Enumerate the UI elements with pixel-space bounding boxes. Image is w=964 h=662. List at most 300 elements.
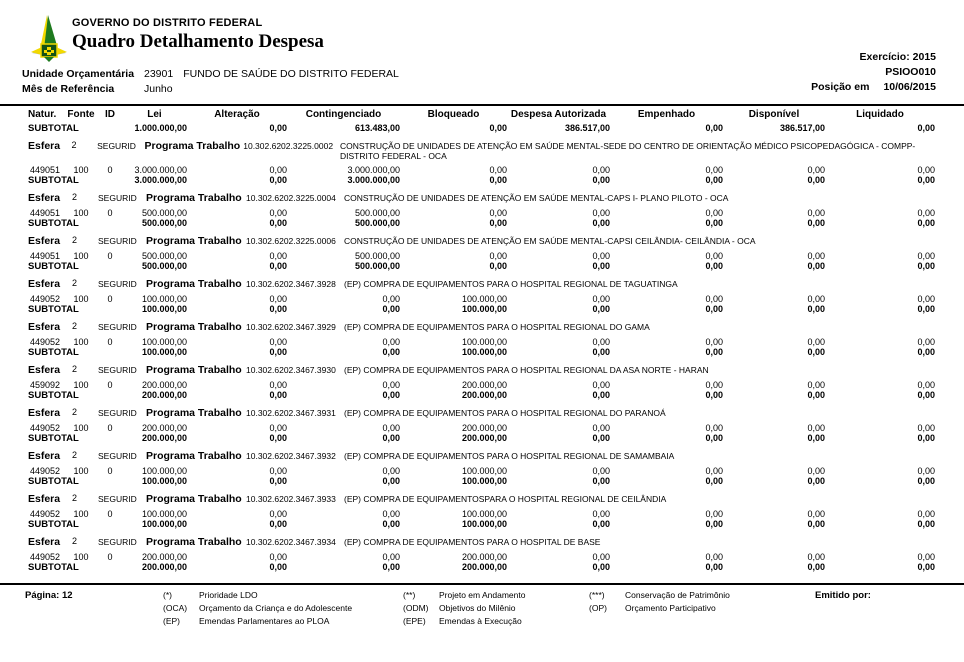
esfera-cell: [22, 358, 935, 377]
legend-text: Orçamento da Criança e do Adolescente: [199, 603, 353, 613]
subtotal-label: SUBTOTAL: [28, 304, 79, 315]
esfera-scheme: SEGURID: [98, 236, 137, 246]
detail-value: 0,00: [705, 423, 723, 433]
esfera-value: 2: [72, 450, 78, 460]
subtotal-value: 0,00: [592, 218, 610, 228]
subtotal-value: 200.000,00: [461, 390, 507, 400]
work-program-code: 10.302.6202.3225.0004: [246, 193, 336, 203]
report-header: [0, 0, 964, 105]
detail-id: 0: [107, 337, 113, 347]
esfera-scheme: SEGURID: [98, 322, 137, 332]
column-header-emp: Empenhado: [637, 109, 696, 120]
table-row-detail: [22, 549, 935, 562]
detail-natur: 449052: [30, 337, 61, 347]
detail-natur: 449051: [30, 208, 61, 218]
table-row-esfera: [22, 358, 935, 377]
detail-value: 500.000,00: [141, 208, 187, 218]
esfera-cell: [22, 530, 935, 549]
detail-value: 0,00: [807, 251, 825, 261]
work-program-code: 10.302.6202.3467.3932: [246, 451, 336, 461]
header-divider: [0, 104, 964, 106]
detail-value: 0,00: [592, 251, 610, 261]
table-row-detail: [22, 506, 935, 519]
budget-unit-name: FUNDO DE SAÚDE DO DISTRITO FEDERAL: [183, 68, 399, 80]
esfera-value: 2: [72, 536, 78, 546]
reference-month-label: Mês de Referência: [22, 83, 115, 95]
work-program-code: 10.302.6202.3467.3930: [246, 365, 336, 375]
legend-text: Conservação de Patrimônio: [625, 590, 730, 600]
subtotal-value: 0,00: [269, 304, 287, 314]
detail-value: 0,00: [592, 208, 610, 218]
subtotal-value: 100.000,00: [461, 304, 507, 314]
detail-id: 0: [107, 380, 113, 390]
subtotal-value: 1.000.000,00: [134, 123, 187, 133]
esfera-label: Esfera: [28, 493, 61, 505]
subtotal-value: 0,00: [705, 218, 723, 228]
subtotal-value: 0,00: [705, 261, 723, 271]
work-program-label: Programa Trabalho: [146, 321, 242, 333]
esfera-scheme: SEGURID: [98, 537, 137, 547]
subtotal-label: SUBTOTAL: [28, 433, 79, 444]
subtotal-value: 0,00: [382, 347, 400, 357]
esfera-scheme: SEGURID: [98, 193, 137, 203]
esfera-label: Esfera: [28, 321, 61, 333]
detail-value: 500.000,00: [354, 208, 400, 218]
work-program-description: (EP) COMPRA DE EQUIPAMENTOS PARA O HOSPITAL REGIONAL DO GAMA: [344, 322, 650, 332]
emitted-by-label: Emitido por:: [815, 590, 871, 601]
work-program-description: (EP) COMPRA DE EQUIPAMENTOS PARA O HOSPITAL DE BASE: [344, 537, 601, 547]
esfera-line: [22, 192, 935, 204]
subtotal-value: 0,00: [807, 476, 825, 486]
subtotal-value: 613.483,00: [354, 123, 400, 133]
detail-value: 0,00: [705, 552, 723, 562]
detail-fonte: 100: [73, 337, 89, 347]
page-number-label: Página:: [25, 590, 60, 601]
subtotal-value: 0,00: [917, 562, 935, 572]
detail-fonte: 100: [73, 552, 89, 562]
table-row-detail: [22, 205, 935, 218]
subtotal-value: 100.000,00: [461, 347, 507, 357]
report-footer: [0, 589, 964, 628]
subtotal-value: 0,00: [807, 261, 825, 271]
detail-id: 0: [107, 165, 113, 175]
esfera-line: [22, 364, 935, 376]
work-program-description: (EP) COMPRA DE EQUIPAMENTOS PARA O HOSPITAL REGIONAL DA ASA NORTE - HARAN: [344, 365, 709, 375]
esfera-line: [22, 536, 935, 548]
subtotal-value: 0,00: [269, 519, 287, 529]
detail-value: 0,00: [269, 294, 287, 304]
subtotal-value: 100.000,00: [461, 476, 507, 486]
column-header-natur: Natur.: [28, 109, 57, 120]
work-program-label: Programa Trabalho: [146, 450, 242, 462]
subtotal-label: SUBTOTAL: [28, 261, 79, 272]
subtotal-value: 0,00: [269, 175, 287, 185]
column-header-liq: Liquidado: [856, 109, 904, 120]
subtotal-value: 0,00: [382, 390, 400, 400]
table-row-detail: [22, 248, 935, 261]
detail-value: 0,00: [917, 466, 935, 476]
esfera-value: 2: [71, 140, 77, 150]
detail-value: 0,00: [592, 165, 610, 175]
table-row-esfera: [22, 134, 935, 162]
subtotal-value: 200.000,00: [141, 562, 187, 572]
detail-value: 3.000.000,00: [134, 165, 187, 175]
subtotal-value: 3.000.000,00: [134, 175, 187, 185]
table-row-subtotal: [22, 519, 935, 530]
detail-value: 0,00: [807, 423, 825, 433]
report-meta: [22, 67, 399, 97]
detail-value: 0,00: [489, 251, 507, 261]
legend-text: Emendas à Execução: [439, 616, 522, 626]
subtotal-value: 100.000,00: [141, 519, 187, 529]
detail-value: 0,00: [592, 294, 610, 304]
subtotal-value: 0,00: [705, 433, 723, 443]
column-header-desp: Despesa Autorizada: [510, 109, 607, 120]
esfera-line: [22, 407, 935, 419]
detail-fonte: 100: [73, 251, 89, 261]
table-row-esfera: [22, 315, 935, 334]
legend-column-2: [403, 589, 589, 628]
legend-key: (EP): [163, 616, 180, 626]
table-row-subtotal: [22, 218, 935, 229]
esfera-line: [22, 235, 935, 247]
detail-value: 100.000,00: [461, 466, 507, 476]
detail-value: 200.000,00: [461, 380, 507, 390]
work-program-description: (EP) COMPRA DE EQUIPAMENTOSPARA O HOSPITAL REGIONAL DE CEILÂNDIA: [344, 494, 667, 504]
esfera-label: Esfera: [28, 278, 61, 290]
exercise-label: Exercício:: [859, 51, 910, 63]
subtotal-value: 0,00: [807, 390, 825, 400]
esfera-value: 2: [72, 493, 78, 503]
exercise-line: [811, 50, 936, 65]
esfera-cell: [22, 186, 935, 205]
detail-value: 0,00: [269, 208, 287, 218]
legend-key: (***): [589, 590, 605, 600]
expense-table-body: [22, 123, 935, 573]
detail-value: 0,00: [807, 337, 825, 347]
government-name: GOVERNO DO DISTRITO FEDERAL: [72, 17, 263, 29]
table-row-esfera: [22, 444, 935, 463]
detail-value: 0,00: [269, 423, 287, 433]
esfera-cell: [22, 315, 935, 334]
subtotal-value: 0,00: [917, 123, 935, 133]
subtotal-value: 0,00: [705, 304, 723, 314]
esfera-label: Esfera: [28, 140, 61, 152]
subtotal-value: 0,00: [269, 261, 287, 271]
table-row-detail: [22, 162, 935, 175]
column-header-alt: Alteração: [214, 109, 260, 120]
subtotal-value: 0,00: [807, 433, 825, 443]
detail-id: 0: [107, 208, 113, 218]
table-row-subtotal: [22, 347, 935, 358]
work-program-label: Programa Trabalho: [144, 140, 241, 152]
table-row-subtotal: [22, 304, 935, 315]
work-program-code: 10.302.6202.3467.3928: [246, 279, 336, 289]
subtotal-value: 0,00: [269, 347, 287, 357]
column-header-disp: Disponível: [748, 109, 800, 120]
legend-item: [163, 589, 403, 602]
detail-value: 0,00: [807, 509, 825, 519]
subtotal-value: 0,00: [592, 476, 610, 486]
subtotal-value: 0,00: [269, 433, 287, 443]
esfera-line: [22, 140, 935, 161]
subtotal-value: 0,00: [382, 562, 400, 572]
work-program-code: 10.302.6202.3467.3929: [246, 322, 336, 332]
detail-value: 0,00: [705, 466, 723, 476]
subtotal-value: 0,00: [917, 347, 935, 357]
detail-value: 0,00: [489, 165, 507, 175]
table-row-subtotal: [22, 175, 935, 186]
detail-value: 0,00: [807, 208, 825, 218]
table-row-subtotal: [22, 390, 935, 401]
esfera-value: 2: [72, 321, 78, 331]
subtotal-value: 0,00: [592, 390, 610, 400]
budget-unit-code: 23901: [144, 68, 174, 80]
legend-column-3: [589, 589, 815, 628]
work-program-label: Programa Trabalho: [146, 235, 242, 247]
subtotal-value: 100.000,00: [461, 519, 507, 529]
legend-key: (OP): [589, 603, 607, 613]
subtotal-value: 0,00: [705, 347, 723, 357]
page-number: [0, 589, 163, 628]
subtotal-value: 0,00: [382, 433, 400, 443]
esfera-cell: [22, 444, 935, 463]
esfera-scheme: SEGURID: [98, 494, 137, 504]
subtotal-value: 0,00: [807, 175, 825, 185]
subtotal-value: 0,00: [592, 261, 610, 271]
work-program-description: (EP) COMPRA DE EQUIPAMENTOS PARA O HOSPITAL REGIONAL DO PARANOÁ: [344, 408, 666, 418]
subtotal-value: 500.000,00: [141, 218, 187, 228]
table-row-detail: [22, 291, 935, 304]
subtotal-value: 0,00: [705, 175, 723, 185]
work-program-description: CONSTRUÇÃO DE UNIDADES DE ATENÇÃO EM SAÚDE MENTAL-CAPS I- PLANO PILOTO - OCA: [344, 193, 729, 203]
detail-value: 0,00: [382, 552, 400, 562]
table-row-esfera: [22, 401, 935, 420]
esfera-line: [22, 450, 935, 462]
subtotal-value: 0,00: [489, 175, 507, 185]
detail-value: 0,00: [592, 380, 610, 390]
subtotal-value: 0,00: [705, 390, 723, 400]
detail-value: 0,00: [592, 466, 610, 476]
detail-value: 0,00: [705, 208, 723, 218]
legend-key: (OCA): [163, 603, 188, 613]
subtotal-value: 0,00: [592, 433, 610, 443]
detail-value: 3.000.000,00: [347, 165, 400, 175]
table-row-esfera: [22, 272, 935, 291]
detail-id: 0: [107, 552, 113, 562]
detail-value: 0,00: [382, 337, 400, 347]
work-program-code: 10.302.6202.3467.3931: [246, 408, 336, 418]
detail-value: 500.000,00: [141, 251, 187, 261]
detail-value: 0,00: [917, 208, 935, 218]
subtotal-value: 200.000,00: [141, 433, 187, 443]
esfera-value: 2: [72, 192, 78, 202]
detail-value: 0,00: [269, 380, 287, 390]
subtotal-value: 100.000,00: [141, 347, 187, 357]
position-line: [811, 80, 936, 95]
subtotal-value: 0,00: [592, 347, 610, 357]
detail-id: 0: [107, 294, 113, 304]
subtotal-value: 0,00: [382, 476, 400, 486]
column-header-lei: Lei: [147, 109, 162, 120]
legend-column-1: [163, 589, 403, 628]
subtotal-value: 0,00: [917, 218, 935, 228]
work-program-label: Programa Trabalho: [146, 364, 242, 376]
esfera-value: 2: [72, 235, 78, 245]
detail-fonte: 100: [73, 466, 89, 476]
detail-value: 0,00: [705, 509, 723, 519]
legend-text: Projeto em Andamento: [439, 590, 526, 600]
subtotal-value: 0,00: [807, 519, 825, 529]
detail-value: 0,00: [269, 251, 287, 261]
detail-natur: 449052: [30, 466, 61, 476]
esfera-cell: [22, 272, 935, 291]
subtotal-value: 200.000,00: [141, 390, 187, 400]
position-date: 10/06/2015: [883, 81, 936, 93]
detail-value: 0,00: [705, 337, 723, 347]
expense-table: [22, 109, 935, 573]
subtotal-value: 0,00: [269, 218, 287, 228]
legend-item: [403, 615, 589, 628]
detail-value: 0,00: [705, 380, 723, 390]
detail-fonte: 100: [73, 208, 89, 218]
detail-natur: 449052: [30, 294, 61, 304]
subtotal-value: 0,00: [705, 519, 723, 529]
subtotal-value: 0,00: [807, 304, 825, 314]
detail-value: 0,00: [382, 294, 400, 304]
table-row-subtotal: [22, 476, 935, 487]
column-header-id: ID: [105, 109, 115, 120]
legend-item: [163, 615, 403, 628]
legend-text: Prioridade LDO: [199, 590, 258, 600]
esfera-label: Esfera: [28, 192, 61, 204]
subtotal-value: 500.000,00: [354, 261, 400, 271]
subtotal-value: 200.000,00: [461, 433, 507, 443]
detail-value: 0,00: [917, 552, 935, 562]
budget-unit-row: [22, 67, 399, 82]
subtotal-value: 0,00: [592, 304, 610, 314]
esfera-line: [22, 493, 935, 505]
subtotal-value: 0,00: [592, 175, 610, 185]
subtotal-value: 0,00: [489, 261, 507, 271]
esfera-label: Esfera: [28, 407, 61, 419]
detail-value: 0,00: [917, 509, 935, 519]
expense-table-head: [22, 109, 935, 123]
esfera-value: 2: [72, 407, 78, 417]
work-program-description: CONSTRUÇÃO DE UNIDADES DE ATENÇÃO EM SAÚDE MENTAL-CAPSI CEILÂNDIA- CEILÂNDIA - OCA: [344, 236, 756, 246]
subtotal-label: SUBTOTAL: [28, 519, 79, 530]
work-program-label: Programa Trabalho: [146, 493, 242, 505]
subtotal-value: 500.000,00: [141, 261, 187, 271]
table-row-detail: [22, 463, 935, 476]
column-header-fonte: Fonte: [67, 109, 95, 120]
subtotal-label: SUBTOTAL: [28, 390, 79, 401]
esfera-label: Esfera: [28, 235, 61, 247]
detail-value: 0,00: [592, 552, 610, 562]
subtotal-value: 0,00: [705, 476, 723, 486]
detail-fonte: 100: [73, 423, 89, 433]
detail-value: 0,00: [807, 294, 825, 304]
detail-value: 0,00: [382, 423, 400, 433]
detail-value: 100.000,00: [141, 294, 187, 304]
detail-id: 0: [107, 251, 113, 261]
detail-value: 100.000,00: [141, 509, 187, 519]
detail-value: 0,00: [917, 165, 935, 175]
subtotal-value: 3.000.000,00: [347, 175, 400, 185]
subtotal-value: 0,00: [269, 476, 287, 486]
detail-value: 100.000,00: [461, 337, 507, 347]
detail-value: 0,00: [807, 466, 825, 476]
detail-value: 0,00: [269, 165, 287, 175]
table-row-esfera: [22, 186, 935, 205]
detail-fonte: 100: [73, 165, 89, 175]
subtotal-value: 0,00: [592, 519, 610, 529]
esfera-line: [22, 321, 935, 333]
detail-natur: 449052: [30, 423, 61, 433]
table-row-esfera: [22, 530, 935, 549]
reference-month-row: [22, 82, 399, 97]
detail-fonte: 100: [73, 380, 89, 390]
detail-value: 0,00: [705, 165, 723, 175]
subtotal-label: SUBTOTAL: [28, 347, 79, 358]
detail-value: 0,00: [807, 552, 825, 562]
subtotal-value: 0,00: [489, 123, 507, 133]
subtotal-value: 0,00: [489, 218, 507, 228]
subtotal-value: 0,00: [382, 519, 400, 529]
table-row-subtotal: [22, 123, 935, 134]
budget-unit-label: Unidade Orçamentária: [22, 68, 135, 80]
esfera-label: Esfera: [28, 450, 61, 462]
work-program-description: (EP) COMPRA DE EQUIPAMENTOS PARA O HOSPITAL REGIONAL DE SAMAMBAIA: [344, 451, 675, 461]
detail-id: 0: [107, 466, 113, 476]
legend-key: (*): [163, 590, 172, 600]
detail-value: 0,00: [382, 466, 400, 476]
legend-text: Emendas Parlamentares ao PLOA: [199, 616, 330, 626]
subtotal-value: 200.000,00: [461, 562, 507, 572]
esfera-line: [22, 278, 935, 290]
detail-value: 0,00: [705, 294, 723, 304]
table-row-esfera: [22, 229, 935, 248]
detail-value: 100.000,00: [141, 337, 187, 347]
detail-value: 200.000,00: [461, 423, 507, 433]
detail-value: 0,00: [269, 552, 287, 562]
esfera-cell: [22, 134, 935, 162]
detail-value: 0,00: [382, 509, 400, 519]
header-right-block: [811, 50, 936, 95]
subtotal-value: 0,00: [917, 304, 935, 314]
detail-id: 0: [107, 423, 113, 433]
work-program-description: (EP) COMPRA DE EQUIPAMENTOS PARA O HOSPITAL REGIONAL DE TAGUATINGA: [344, 279, 678, 289]
detail-value: 0,00: [489, 208, 507, 218]
detail-value: 0,00: [807, 380, 825, 390]
detail-value: 0,00: [592, 337, 610, 347]
work-program-code: 10.302.6202.3225.0006: [246, 236, 336, 246]
table-row-subtotal: [22, 562, 935, 573]
work-program-label: Programa Trabalho: [146, 192, 242, 204]
work-program-code: 10.302.6202.3225.0002: [243, 141, 334, 151]
detail-fonte: 100: [73, 509, 89, 519]
table-row-detail: [22, 420, 935, 433]
subtotal-label: SUBTOTAL: [28, 123, 79, 134]
subtotal-value: 386.517,00: [779, 123, 825, 133]
table-row-detail: [22, 377, 935, 390]
detail-value: 0,00: [592, 423, 610, 433]
subtotal-value: 500.000,00: [354, 218, 400, 228]
legend-item: [163, 602, 403, 615]
work-program-label: Programa Trabalho: [146, 536, 242, 548]
table-row-esfera: [22, 487, 935, 506]
detail-value: 100.000,00: [461, 509, 507, 519]
